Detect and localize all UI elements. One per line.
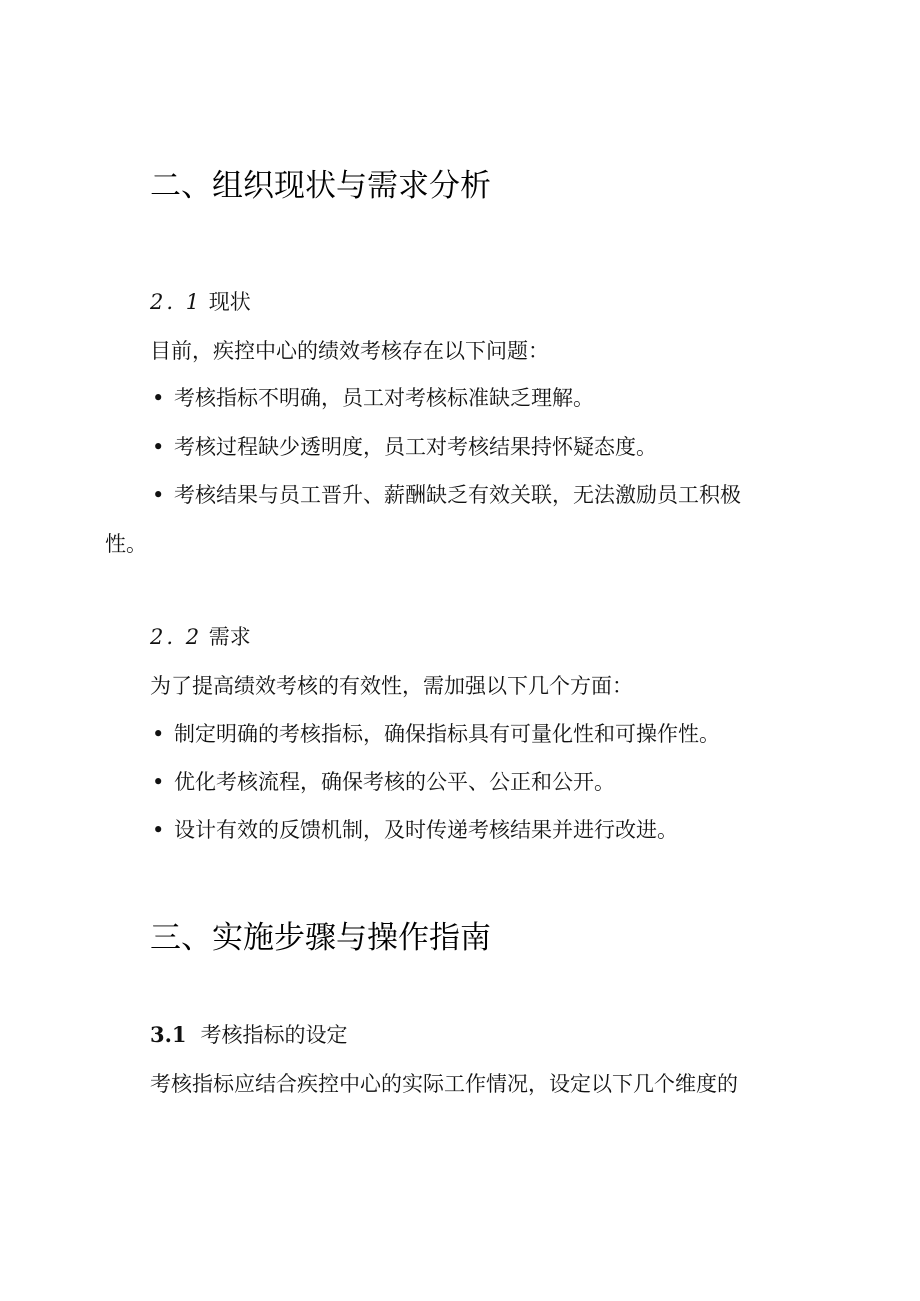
list-item xyxy=(152,720,720,748)
bullet-icon: • xyxy=(152,386,165,410)
subsection-number: 3.1 xyxy=(150,1022,187,1047)
subsection-label: 现状 xyxy=(208,290,251,314)
list-item-continuation: 性。 xyxy=(105,532,147,556)
list-item-text: 考核结果与员工晋升、薪酬缺乏有效关联，无法激励员工积极 xyxy=(174,483,741,507)
subsection-label: 考核指标的设定 xyxy=(200,1023,348,1047)
subsection-heading-2-2 xyxy=(150,623,251,651)
list-item-text: 优化考核流程，确保考核的公平、公正和公开。 xyxy=(174,770,615,794)
subsection-label: 需求 xyxy=(208,625,251,649)
list-item xyxy=(152,481,741,509)
list-item xyxy=(152,768,615,796)
paragraph-intro-2-1: 目前，疾控中心的绩效考核存在以下问题： xyxy=(150,339,549,363)
bullet-icon: • xyxy=(152,483,165,507)
list-item xyxy=(152,384,594,412)
list-item xyxy=(152,816,678,844)
subsection-number: 2. 1 xyxy=(150,290,203,314)
list-item-text: 制定明确的考核指标，确保指标具有可量化性和可操作性。 xyxy=(174,722,720,746)
subsection-heading-2-1 xyxy=(150,288,251,316)
bullet-icon: • xyxy=(152,818,165,842)
subsection-number: 2. 2 xyxy=(150,625,203,649)
list-item xyxy=(152,433,657,461)
paragraph-intro-3-1: 考核指标应结合疾控中心的实际工作情况，设定以下几个维度的 xyxy=(150,1072,738,1096)
list-item-text: 设计有效的反馈机制，及时传递考核结果并进行改进。 xyxy=(174,818,678,842)
section-heading-3: 三、实施步骤与操作指南 xyxy=(150,920,491,956)
list-item-text: 考核指标不明确，员工对考核标准缺乏理解。 xyxy=(174,386,594,410)
subsection-heading-3-1 xyxy=(150,1021,348,1049)
bullet-icon: • xyxy=(152,722,165,746)
section-heading-2: 二、组织现状与需求分析 xyxy=(150,168,491,204)
bullet-icon: • xyxy=(152,435,165,459)
paragraph-intro-2-2: 为了提高绩效考核的有效性，需加强以下几个方面： xyxy=(150,674,633,698)
bullet-icon: • xyxy=(152,770,165,794)
list-item-text: 考核过程缺少透明度，员工对考核结果持怀疑态度。 xyxy=(174,435,657,459)
